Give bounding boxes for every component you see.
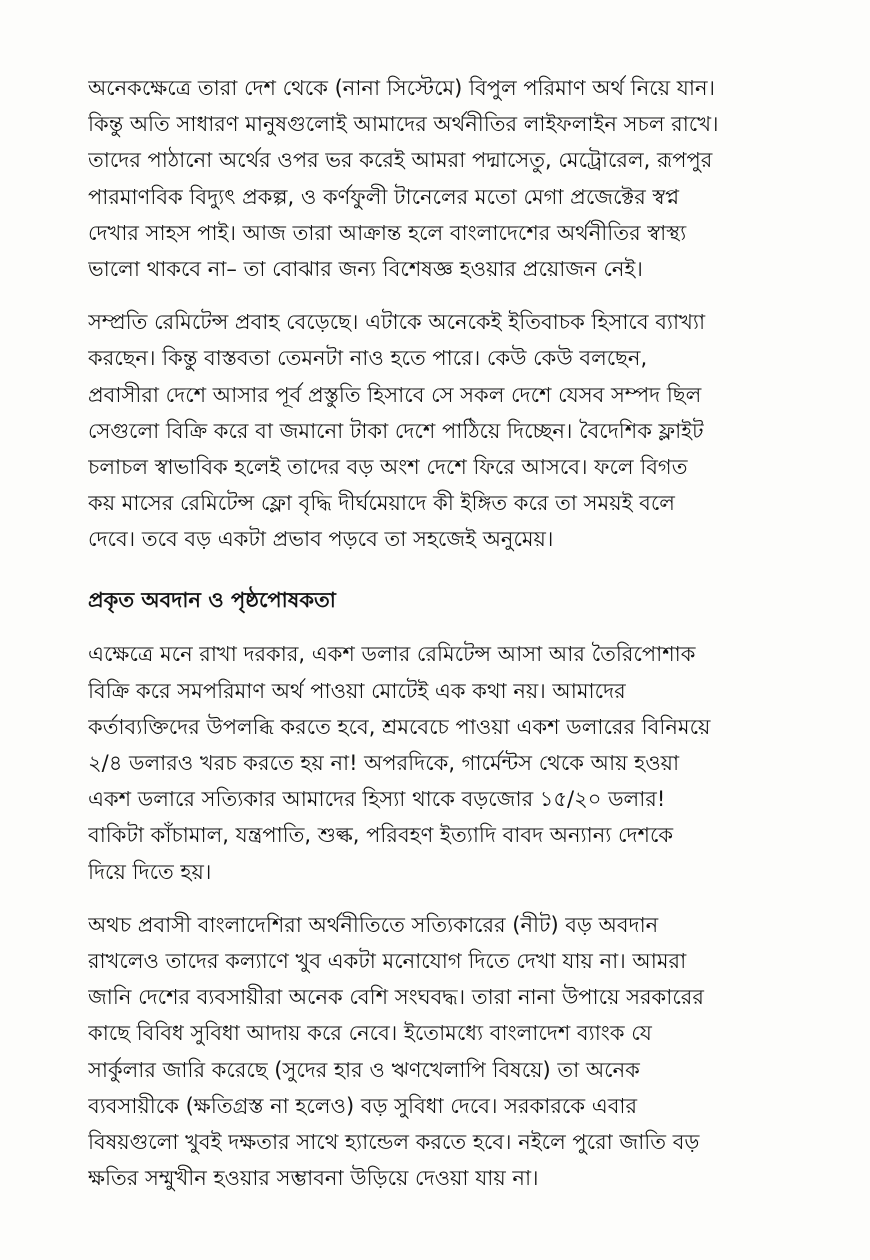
text-line: কর্তাব্যক্তিদের উপলব্ধি করতে হবে, শ্রমবেচে পাওয়া একশ ডলারের বিনিময়ে xyxy=(88,714,711,739)
text-line: তাদের পাঠানো অর্থের ওপর ভর করেই আমরা পদ্মাসেতু, মেট্রোরেল, রূপপুর xyxy=(88,148,713,173)
paragraph-3 xyxy=(88,636,810,889)
text-line: ব্যবসায়ীকে (ক্ষতিগ্রস্ত না হলেও) বড় সুবিধা দেবে। সরকারকে এবার xyxy=(88,1093,638,1118)
text-line: পারমাণবিক বিদ্যুৎ প্রকল্প, ও কর্ণফুলী টানেলের মতো মেগা প্রজেক্টের স্বপ্ন xyxy=(88,184,680,209)
text-line: ক্ষতির সম্মুখীন হওয়ার সম্ভাবনা উড়িয়ে দেওয়া যায় না। xyxy=(88,1166,539,1191)
heading-spacer xyxy=(88,557,810,582)
page-content xyxy=(88,70,810,1196)
text-line: করছেন। কিন্তু বাস্তবতা তেমনটা নাও হতে পারে। কেউ কেউ বলছেন, xyxy=(88,346,648,371)
text-line: প্রবাসীরা দেশে আসার পূর্ব প্রস্তুতি হিসাবে সে সকল দেশে যেসব সম্পদ ছিল xyxy=(88,382,702,407)
paragraph-1 xyxy=(88,70,810,287)
text-line: এক্ষেত্রে মনে রাখা দরকার, একশ ডলার রেমিটেন্স আসা আর তৈরিপোশাক xyxy=(88,642,696,667)
text-line: দেখার সাহস পাই। আজ তারা আক্রান্ত হলে বাংলাদেশের অর্থনীতির স্বাস্থ্য xyxy=(88,220,687,245)
text-line: চলাচল স্বাভাবিক হলেই তাদের বড় অংশ দেশে ফিরে আসবে। ফলে বিগত xyxy=(88,454,688,479)
text-line: দেবে। তবে বড় একটা প্রভাব পড়বে তা সহজেই অনুমেয়। xyxy=(88,527,554,552)
paragraph-spacer xyxy=(88,890,810,907)
text-line: অথচ প্রবাসী বাংলাদেশিরা অর্থনীতিতে সত্যিকারের (নীট) বড় অবদান xyxy=(88,912,659,937)
paragraph-2 xyxy=(88,304,810,557)
text-line: কাছে বিবিধ সুবিধা আদায় করে নেবে। ইতোমধ্যে বাংলাদেশ ব্যাংক যে xyxy=(88,1021,652,1046)
text-line: জানি দেশের ব্যবসায়ীরা অনেক বেশি সংঘবদ্ধ। তারা নানা উপায়ে সরকারের xyxy=(88,985,704,1010)
text-line: রাখলেও তাদের কল্যাণে খুব একটা মনোযোগ দিতে দেখা যায় না। আমরা xyxy=(88,948,687,973)
text-line: বিষয়গুলো খুবই দক্ষতার সাথে হ্যান্ডেল করতে হবে। নইলে পুরো জাতি বড় xyxy=(88,1129,700,1154)
text-line: সম্প্রতি রেমিটেন্স প্রবাহ বেড়েছে। এটাকে অনেকেই ইতিবাচক হিসাবে ব্যাখ্যা xyxy=(88,310,706,335)
text-line: একশ ডলারে সত্যিকার আমাদের হিস্যা থাকে বড়জোর ১৫/২০ ডলার! xyxy=(88,787,666,812)
text-line: সার্কুলার জারি করেছে (সুদের হার ও ঋণখেলাপি বিষয়ে) তা অনেক xyxy=(88,1057,640,1082)
text-line: সেগুলো বিক্রি করে বা জমানো টাকা দেশে পাঠিয়ে দিচ্ছেন। বৈদেশিক ফ্লাইট xyxy=(88,418,704,443)
paragraph-4 xyxy=(88,907,810,1197)
text-line: ২/৪ ডলারও খরচ করতে হয় না! অপরদিকে, গার্মেন্টস থেকে আয় হওয়া xyxy=(88,751,680,775)
text-line: কিন্তু অতি সাধারণ মানুষগুলোই আমাদের অর্থনীতির লাইফলাইন সচল রাখে। xyxy=(88,112,719,137)
text-line: দিয়ে দিতে হয়। xyxy=(88,859,212,884)
paragraph-spacer xyxy=(88,287,810,304)
text-line: কয় মাসের রেমিটেন্স ফ্লো বৃদ্ধি দীর্ঘমেয়াদে কী ইঙ্গিত করে তা সময়ই বলে xyxy=(88,491,675,516)
text-line: ভালো থাকবে না– তা বোঝার জন্য বিশেষজ্ঞ হওয়ার প্রয়োজন নেই। xyxy=(88,256,643,281)
text-line: অনেকক্ষেত্রে তারা দেশ থেকে (নানা সিস্টেমে) বিপুল পরিমাণ অর্থ নিয়ে যান। xyxy=(88,76,715,100)
text-line: বিক্রি করে সমপরিমাণ অর্থ পাওয়া মোটেই এক কথা নয়। আমাদের xyxy=(88,678,626,703)
section-heading: প্রকৃত অবদান ও পৃষ্ঠপোষকতা xyxy=(88,588,336,613)
text-line: বাকিটা কাঁচামাল, যন্ত্রপাতি, শুল্ক, পরিবহণ ইত্যাদি বাবদ অন্যান্য দেশকে xyxy=(88,823,674,848)
heading-spacer xyxy=(88,618,810,636)
